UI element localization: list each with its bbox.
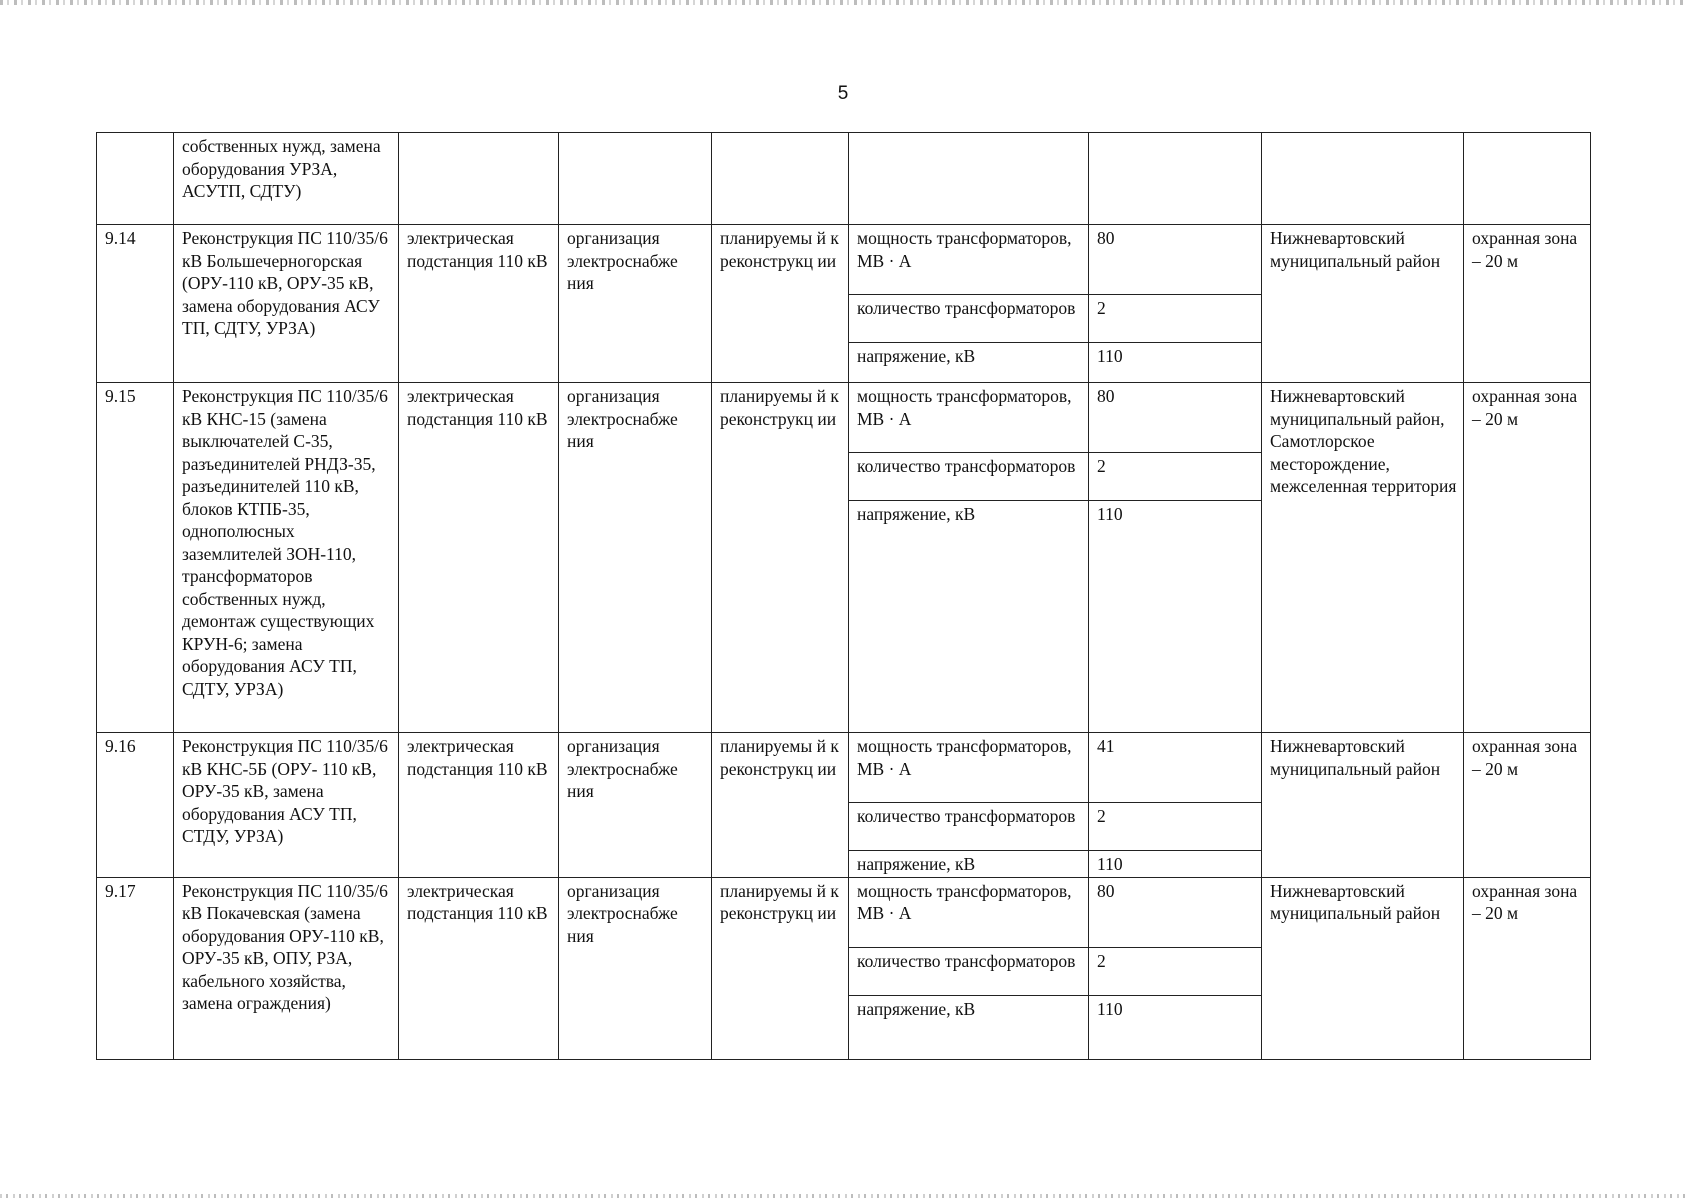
cell-param-value: 2 — [1089, 453, 1262, 501]
cell-status: планируемы й к реконструкц ии — [712, 733, 849, 878]
object-registry-table — [96, 132, 1591, 1060]
cell-param-name — [849, 133, 1089, 225]
cell-purpose: организация электроснабже ния — [559, 383, 712, 733]
cell-param-value: 2 — [1089, 803, 1262, 851]
cell-param-value: 80 — [1089, 225, 1262, 295]
table-row — [97, 383, 1591, 453]
cell-param-value: 80 — [1089, 383, 1262, 453]
cell-num: 9.14 — [97, 225, 174, 383]
table-row-continuation — [97, 133, 1591, 225]
cell-zone: охранная зона – 20 м — [1464, 225, 1591, 383]
cell-object-type: электрическая подстанция 110 кВ — [399, 877, 559, 1059]
cell-param-name: количество трансформаторов — [849, 947, 1089, 995]
cell-param-name: количество трансформаторов — [849, 803, 1089, 851]
cell-name: Реконструкция ПС 110/35/6 кВ КНС-15 (замена выключателей С-35, разъединителей РНДЗ-35, разъединителей 110 кВ, блоков КТПБ-35, однополюсных заземлителей ЗОН-110, трансформаторов собственных нужд, демонтаж существующих КРУН-6; замена оборудования АСУ ТП, СДТУ, УРЗА) — [174, 383, 399, 733]
cell-location: Нижневартовский муниципальный район — [1262, 877, 1464, 1059]
table-row — [97, 225, 1591, 295]
cell-status: планируемы й к реконструкц ии — [712, 383, 849, 733]
cell-num: 9.16 — [97, 733, 174, 878]
cell-num: 9.15 — [97, 383, 174, 733]
cell-param-value: 110 — [1089, 501, 1262, 733]
cell-param-value: 80 — [1089, 877, 1262, 947]
cell-purpose: организация электроснабже ния — [559, 225, 712, 383]
cell-location: Нижневартовский муниципальный район — [1262, 225, 1464, 383]
cell-param-name: напряжение, кВ — [849, 851, 1089, 878]
cell-name: Реконструкция ПС 110/35/6 кВ КНС-5Б (ОРУ- 110 кВ, ОРУ-35 кВ, замена оборудования АСУ ТП, СТДУ, УРЗА) — [174, 733, 399, 878]
scan-edge-bottom — [0, 1194, 1686, 1198]
cell-param-value: 2 — [1089, 947, 1262, 995]
cell-purpose: организация электроснабже ния — [559, 733, 712, 878]
cell-param-value: 41 — [1089, 733, 1262, 803]
cell-zone: охранная зона – 20 м — [1464, 877, 1591, 1059]
cell-num — [97, 133, 174, 225]
cell-location: Нижневартовский муниципальный район — [1262, 733, 1464, 878]
cell-object-type: электрическая подстанция 110 кВ — [399, 733, 559, 878]
cell-status: планируемы й к реконструкц ии — [712, 877, 849, 1059]
cell-param-name: напряжение, кВ — [849, 995, 1089, 1059]
cell-zone — [1464, 133, 1591, 225]
cell-param-name: количество трансформаторов — [849, 295, 1089, 343]
cell-param-value: 110 — [1089, 995, 1262, 1059]
cell-object-type — [399, 133, 559, 225]
cell-param-value — [1089, 133, 1262, 225]
cell-purpose: организация электроснабже ния — [559, 877, 712, 1059]
cell-zone: охранная зона – 20 м — [1464, 733, 1591, 878]
cell-param-name: мощность трансформаторов, МВ · А — [849, 733, 1089, 803]
cell-num: 9.17 — [97, 877, 174, 1059]
cell-param-value: 2 — [1089, 295, 1262, 343]
cell-param-value: 110 — [1089, 851, 1262, 878]
cell-status — [712, 133, 849, 225]
cell-param-value: 110 — [1089, 343, 1262, 383]
cell-object-type: электрическая подстанция 110 кВ — [399, 225, 559, 383]
cell-location: Нижневартовский муниципальный район, Самотлорское месторождение, межселенная территория — [1262, 383, 1464, 733]
cell-object-type: электрическая подстанция 110 кВ — [399, 383, 559, 733]
cell-param-name: напряжение, кВ — [849, 501, 1089, 733]
cell-param-name: мощность трансформаторов, МВ · А — [849, 225, 1089, 295]
cell-purpose — [559, 133, 712, 225]
cell-location — [1262, 133, 1464, 225]
cell-param-name: мощность трансформаторов, МВ · А — [849, 383, 1089, 453]
scan-edge-top — [0, 0, 1686, 5]
page-number: 5 — [837, 83, 849, 104]
cell-param-name: мощность трансформаторов, МВ · А — [849, 877, 1089, 947]
table-row — [97, 877, 1591, 947]
cell-name: собственных нужд, замена оборудования УРЗА, АСУТП, СДТУ) — [174, 133, 399, 225]
cell-name: Реконструкция ПС 110/35/6 кВ Покачевская (замена оборудования ОРУ-110 кВ, ОРУ-35 кВ, ОПУ, РЗА, кабельного хозяйства, замена ограждения) — [174, 877, 399, 1059]
cell-param-name: напряжение, кВ — [849, 343, 1089, 383]
cell-param-name: количество трансформаторов — [849, 453, 1089, 501]
cell-status: планируемы й к реконструкц ии — [712, 225, 849, 383]
cell-name: Реконструкция ПС 110/35/6 кВ Большечерногорская (ОРУ-110 кВ, ОРУ-35 кВ, замена оборудования АСУ ТП, СДТУ, УРЗА) — [174, 225, 399, 383]
table-row — [97, 733, 1591, 803]
cell-zone: охранная зона – 20 м — [1464, 383, 1591, 733]
